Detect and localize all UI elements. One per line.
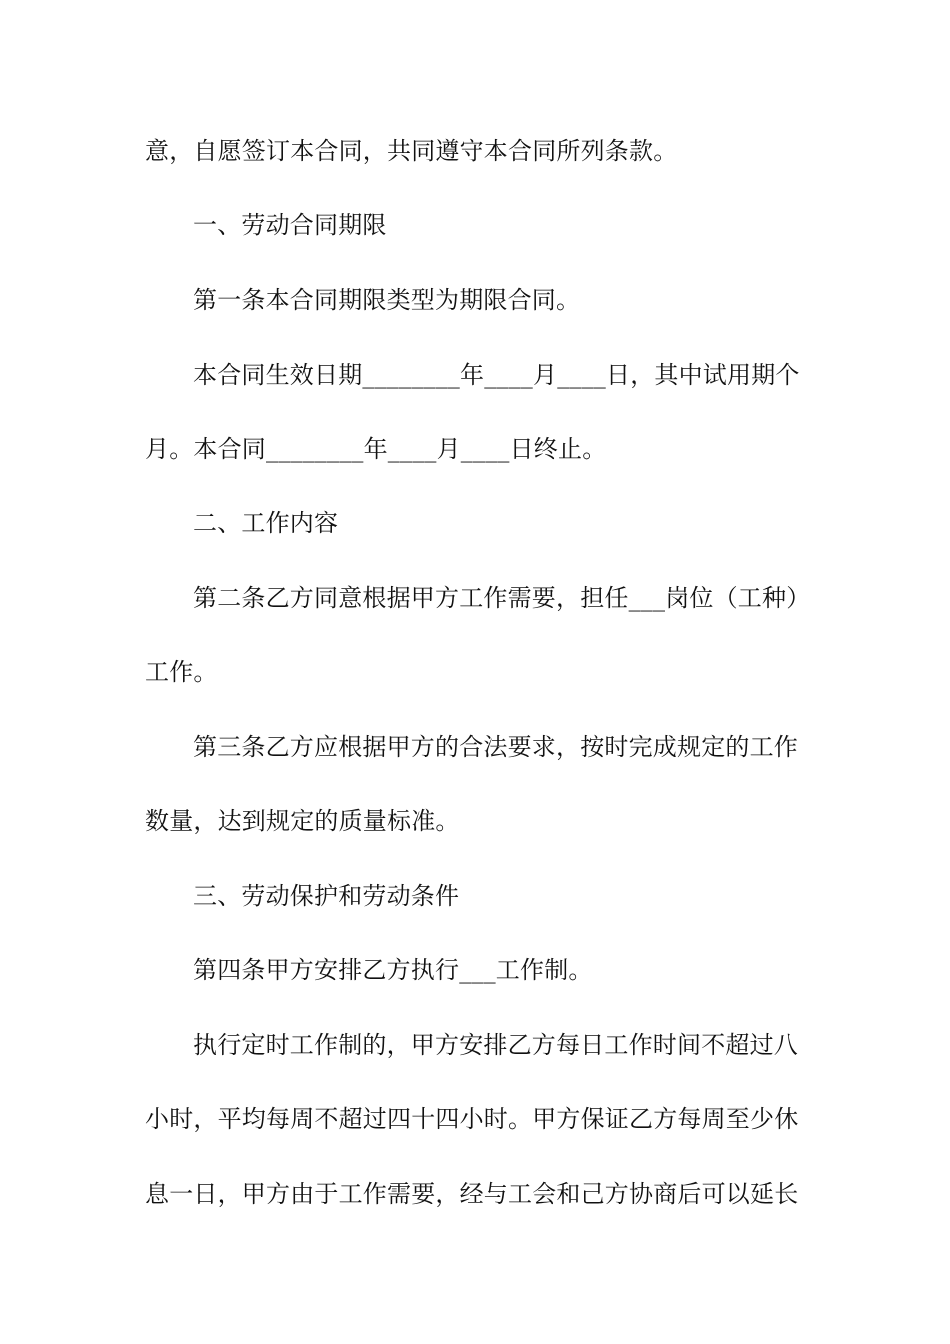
article-4-text: 第四条甲方安排乙方执行___工作制。 [193,956,593,984]
article-1-text: 第一条本合同期限类型为期限合同。 [193,286,581,314]
article-3-line-1: 第三条乙方应根据甲方的合法要求，按时完成规定的工作 [193,733,798,761]
article-2-line-1: 第二条乙方同意根据甲方工作需要，担任___岗位（工种） [193,584,811,612]
article-3-line-2: 数量，达到规定的质量标准。 [145,807,460,835]
working-hours-line-1: 执行定时工作制的，甲方安排乙方每日工作时间不超过八 [193,1031,798,1059]
working-hours-line-3: 息一日，甲方由于工作需要，经与工会和己方协商后可以延长 [145,1180,799,1208]
article-2-line-2: 工作。 [145,658,218,686]
section-heading-2: 二、工作内容 [193,509,339,537]
section-heading-3: 三、劳动保护和劳动条件 [193,882,460,910]
effective-date-line-1: 本合同生效日期________年____月____日，其中试用期个 [193,361,800,389]
section-heading-1: 一、劳动合同期限 [193,211,387,239]
paragraph-continuation-line: 意，自愿签订本合同，共同遵守本合同所列条款。 [145,137,678,165]
effective-date-line-2: 月。本合同________年____月____日终止。 [145,435,607,463]
working-hours-line-2: 小时，平均每周不超过四十四小时。甲方保证乙方每周至少休 [145,1105,799,1133]
